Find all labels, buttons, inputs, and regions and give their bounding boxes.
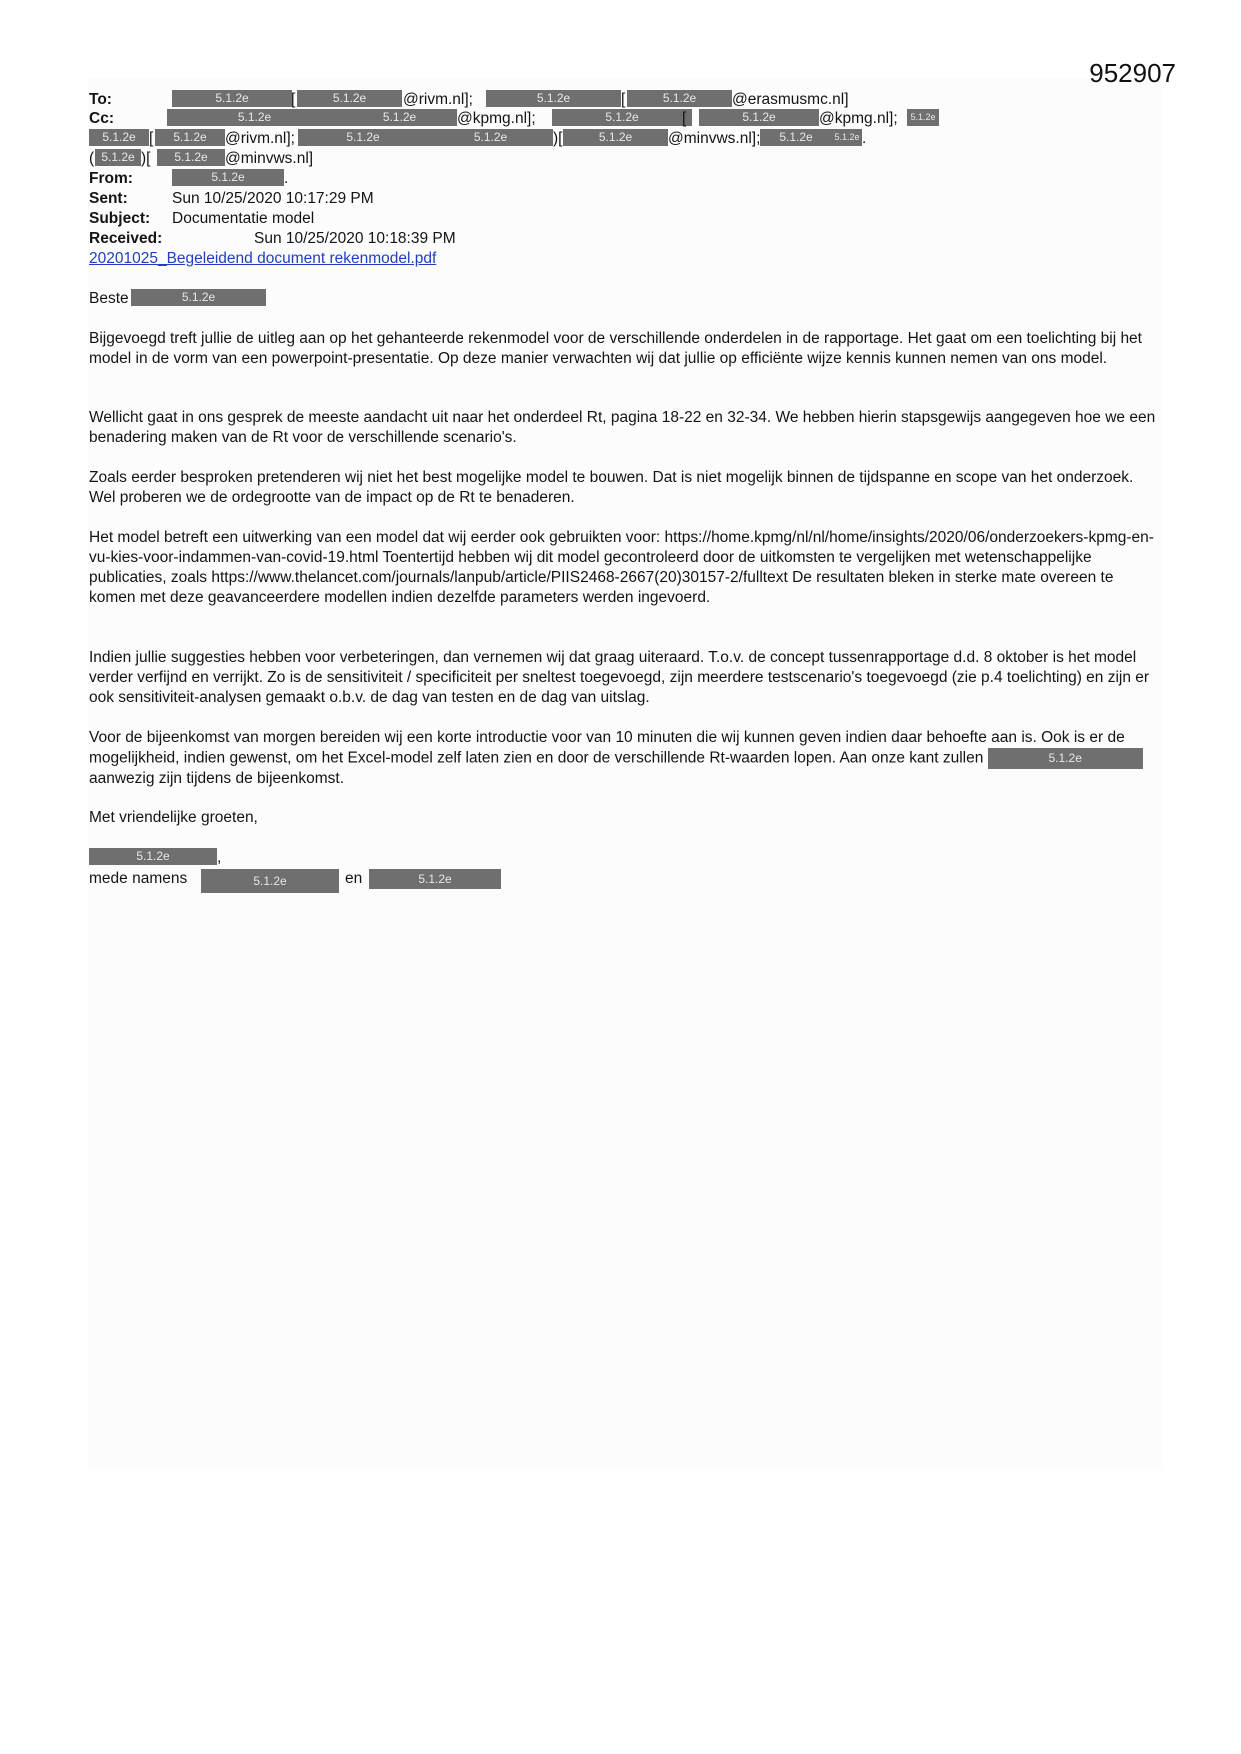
email-domain: @kpmg.nl]; <box>457 110 536 127</box>
attachment-link[interactable]: 20201025_Begeleidend document rekenmodel.pdf <box>89 250 437 267</box>
redaction: 5.1.2e <box>342 109 457 126</box>
paragraph-text: Indien jullie suggesties hebben voor verbeteringen, dan vernemen wij dat graag uiteraard. T.o.v. de concept tussenrapportage d.d. 8 oktober is het model verder verfijnd en verrijkt. Zo is de sensitiviteit / specificiteit per sneltest toegevoegd, zijn meerdere testscenario's toegevoegd (zie p.4 toelichting) en zijn er ook sensitiviteit-analysen gemaakt o.b.v. de dag van testen en de dag van uitslag. <box>89 649 1150 706</box>
paragraph <box>89 329 1164 369</box>
paragraph <box>89 408 1164 448</box>
email-domain: @kpmg.nl]; <box>819 110 898 127</box>
email-domain: @rivm.nl]; <box>403 91 473 108</box>
and-word: en <box>345 870 363 887</box>
redaction: 5.1.2e <box>832 129 862 146</box>
email-domain: @minvws.nl] <box>225 150 314 167</box>
redaction: 5.1.2e <box>699 109 819 126</box>
paragraph <box>89 728 1164 789</box>
redaction: 5.1.2e <box>627 90 732 107</box>
subject-value: Documentatie model <box>172 210 315 227</box>
redaction: 5.1.2e <box>89 129 149 146</box>
redaction: 5.1.2e <box>298 129 428 146</box>
paragraph-text-end: aanwezig zijn tijdens de bijeenkomst. <box>89 770 345 787</box>
paragraph-text: Bijgevoegd treft jullie de uitleg aan op het gehanteerde rekenmodel voor de verschillende onderdelen in de rapportage. Het gaat om een toelichting bij het model in de vorm van een powerpoint-presentatie. Op deze manier verwachten wij dat jullie op efficiënte wijze kennis kunnen nemen van ons model. <box>89 330 1142 367</box>
paragraph-text-start: Voor de bijeenkomst van morgen bereiden wij een korte introductie voor van 10 minuten die wij kunnen geven indien daar behoefte aan is. Ook is er de mogelijkheid, indien gewenst, om het Excel-model zelf laten zien en door de verschillende Rt-waarden lopen. Aan onze kant zullen <box>89 729 1125 767</box>
redaction: 5.1.2e <box>563 129 668 146</box>
redaction: 5.1.2e <box>172 169 284 186</box>
redaction: 5.1.2e <box>552 109 692 126</box>
bracket: ( <box>89 150 95 167</box>
email-domain: @erasmusmc.nl] <box>732 91 849 108</box>
redaction: 5.1.2e <box>297 90 402 107</box>
paragraph-text: Wellicht gaat in ons gesprek de meeste aandacht uit naar het onderdeel Rt, pagina 18-22 en 32-34. We hebben hierin stapsgewijs aangegeven hoe we een benadering maken van de Rt voor de verschillende scenario's. <box>89 409 1156 446</box>
redaction: 5.1.2e <box>760 129 832 146</box>
paragraph <box>89 528 1164 608</box>
redaction: 5.1.2e <box>155 129 225 146</box>
bracket: [ <box>291 91 296 108</box>
to-label: To: <box>89 91 112 108</box>
redaction: 5.1.2e <box>201 869 339 893</box>
punctuation: . <box>862 130 867 147</box>
redaction: 5.1.2e <box>131 289 266 306</box>
bracket: [ <box>682 110 687 127</box>
paragraph <box>89 648 1164 708</box>
subject-label: Subject: <box>89 210 151 227</box>
paragraph-text: Het model betreft een uitwerking van een model dat wij eerder ook gebruikten voor: https://home.kpmg/nl/nl/home/insights/2020/06/onderzoekers-kpmg-en-vu-kies-voor-indammen-van-covid-19.html Toentertijd hebben wij dit model gecontroleerd door de uitkomsten te vergelijken met wetenschappelijke publicaties, zoals https://www.thelancet.com/journals/lanpub/article/PIIS2468-2667(20)30157-2/fulltext De resultaten bleken in sterke mate overeen te komen met deze geavanceerdere modellen indien dezelfde parameters werden ingevoerd. <box>89 529 1154 606</box>
received-value: Sun 10/25/2020 10:18:39 PM <box>254 230 456 247</box>
received-label: Received: <box>89 230 163 247</box>
redaction: 5.1.2e <box>89 848 217 865</box>
redaction: 5.1.2e <box>369 869 501 889</box>
redaction: 5.1.2e <box>95 149 141 166</box>
sent-label: Sent: <box>89 190 128 207</box>
bracket: )[ <box>141 150 151 167</box>
redaction: 5.1.2e <box>428 129 553 146</box>
paragraph-text: Zoals eerder besproken pretenderen wij niet het best mogelijke model te bouwen. Dat is niet mogelijk binnen de tijdspanne en scope van het onderzoek. Wel proberen we de ordegrootte van de impact op de Rt te benaderen. <box>89 469 1134 506</box>
punctuation: , <box>217 849 222 866</box>
paragraph-text <box>89 728 1164 789</box>
bracket: [ <box>149 130 154 147</box>
on-behalf-label: mede namens <box>89 870 188 887</box>
sent-value: Sun 10/25/2020 10:17:29 PM <box>172 190 374 207</box>
email-domain: @rivm.nl]; <box>225 130 295 147</box>
paragraph <box>89 468 1164 508</box>
punctuation: . <box>284 170 289 187</box>
bracket: [ <box>621 91 626 108</box>
greeting: Beste <box>89 290 129 307</box>
redaction: 5.1.2e <box>907 109 939 126</box>
redaction: 5.1.2e <box>157 149 225 166</box>
email-domain: @minvws.nl]; <box>668 130 761 147</box>
redaction: 5.1.2e <box>988 748 1143 769</box>
redaction: 5.1.2e <box>486 90 621 107</box>
redaction: 5.1.2e <box>172 90 292 107</box>
closing: Met vriendelijke groeten, <box>89 809 258 826</box>
redaction: 5.1.2e <box>167 109 342 126</box>
cc-label: Cc: <box>89 110 114 127</box>
bracket: )[ <box>553 130 563 147</box>
from-label: From: <box>89 170 133 187</box>
document-number: 952907 <box>1089 58 1176 88</box>
